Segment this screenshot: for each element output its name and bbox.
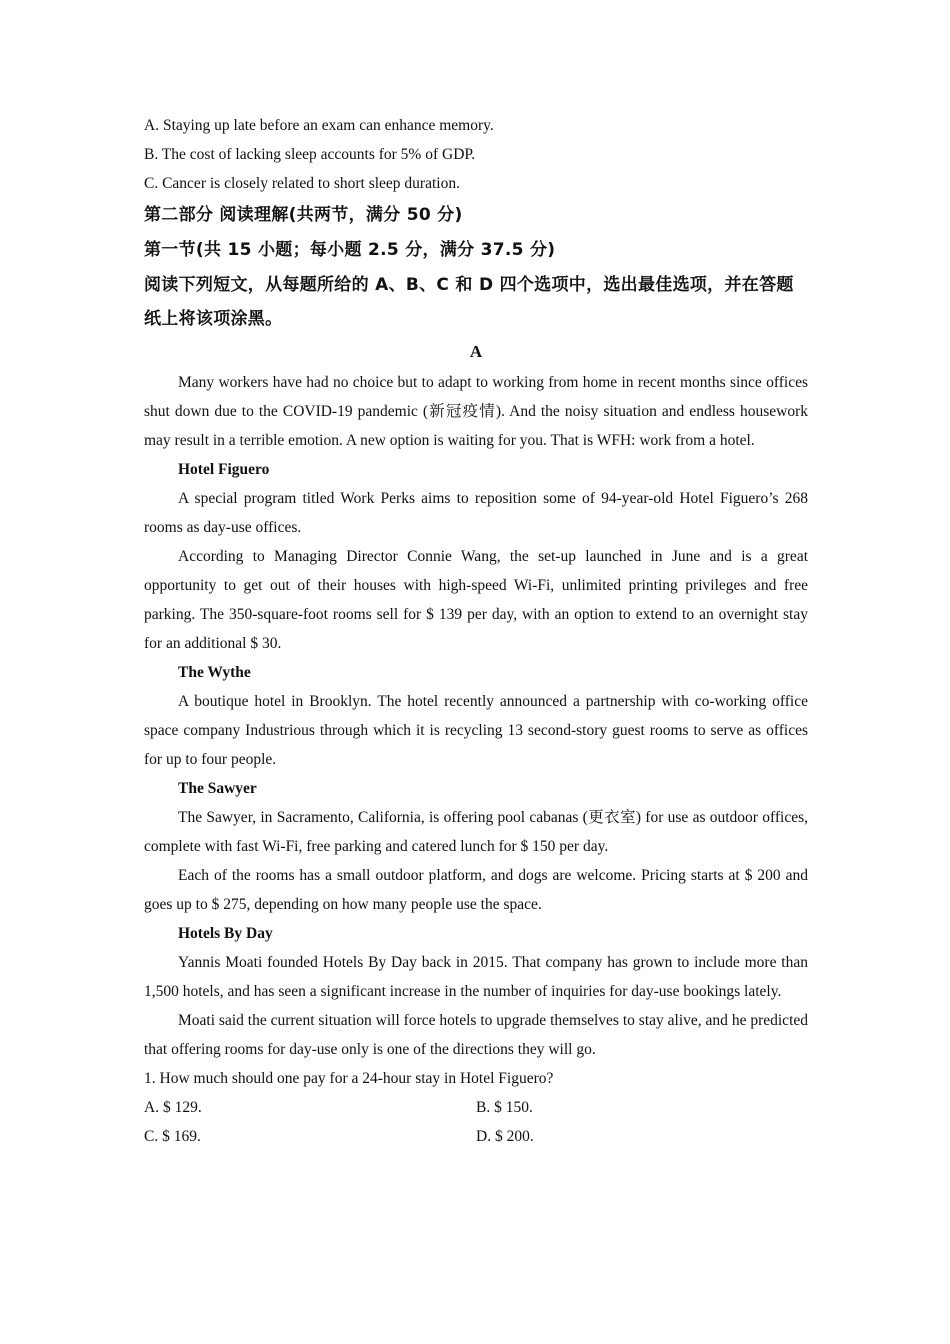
passage-label: A [469,342,483,361]
hotel-paragraph: Moati said the current situation will force hotels to upgrade themselves to stay alive, and he predicted that offering rooms for day-use only is one of the directions they will go. [144,1012,808,1058]
prev-option-c: C. Cancer is closely related to short sleep duration. [144,175,460,192]
exam-page [144,111,808,1151]
option-b: B. $ 150. [476,1099,533,1116]
section-heading: 第一节(共 15 小题；每小题 2.5 分，满分 37.5 分) [144,240,556,260]
intro-paragraph: Many workers have had no choice but to adapt to working from home in recent months since offices shut down due to the COVID-19 pandemic (新冠疫情). And the noisy situation and endless housework may result in a terrible emotion. A new option is waiting for you. That is WFH: work from a hotel. [144,374,808,449]
hotel-heading: Hotel Figuero [178,461,270,478]
instructions: 阅读下列短文，从每题所给的 A、B、C 和 D 四个选项中，选出最佳选项，并在答题纸上将该项涂黑。 [144,275,794,329]
prev-option-b: B. The cost of lacking sleep accounts for 5% of GDP. [144,146,476,163]
hotel-heading: Hotels By Day [178,925,273,942]
option-a: A. $ 129. [144,1099,202,1116]
hotel-paragraph: Yannis Moati founded Hotels By Day back in 2015. That company has grown to include more than 1,500 hotels, and has seen a significant increase in the number of inquiries for day-use bookings lately. [144,954,808,1000]
hotel-paragraph: According to Managing Director Connie Wang, the set-up launched in June and is a great opportunity to get out of their houses with high-speed Wi-Fi, unlimited printing privileges and free parking. The 350-square-foot rooms sell for $ 139 per day, with an option to extend to an overnight stay for an additional $ 30. [144,548,808,652]
option-d: D. $ 200. [476,1128,534,1145]
part-heading: 第二部分 阅读理解(共两节，满分 50 分) [144,205,463,225]
prev-option-a: A. Staying up late before an exam can enhance memory. [144,117,494,134]
question-options-row [144,1093,808,1122]
hotel-paragraph: The Sawyer, in Sacramento, California, is offering pool cabanas (更衣室) for use as outdoor offices, complete with fast Wi-Fi, free parking and catered lunch for $ 150 per day. [144,809,808,855]
hotel-paragraph: Each of the rooms has a small outdoor platform, and dogs are welcome. Pricing starts at $ 200 and goes up to $ 275, depending on how many people use the space. [144,867,808,913]
question-options-row [144,1122,808,1151]
hotel-paragraph: A special program titled Work Perks aims to reposition some of 94-year-old Hotel Figuero’s 268 rooms as day-use offices. [144,490,808,536]
hotel-heading: The Sawyer [178,780,257,797]
option-c: C. $ 169. [144,1128,201,1145]
hotel-paragraph: A boutique hotel in Brooklyn. The hotel recently announced a partnership with co-working office space company Industrious through which it is recycling 13 second-story guest rooms to serve as offices for up to four people. [144,693,808,768]
hotel-heading: The Wythe [178,664,251,681]
question-1: 1. How much should one pay for a 24-hour stay in Hotel Figuero? [144,1070,554,1087]
